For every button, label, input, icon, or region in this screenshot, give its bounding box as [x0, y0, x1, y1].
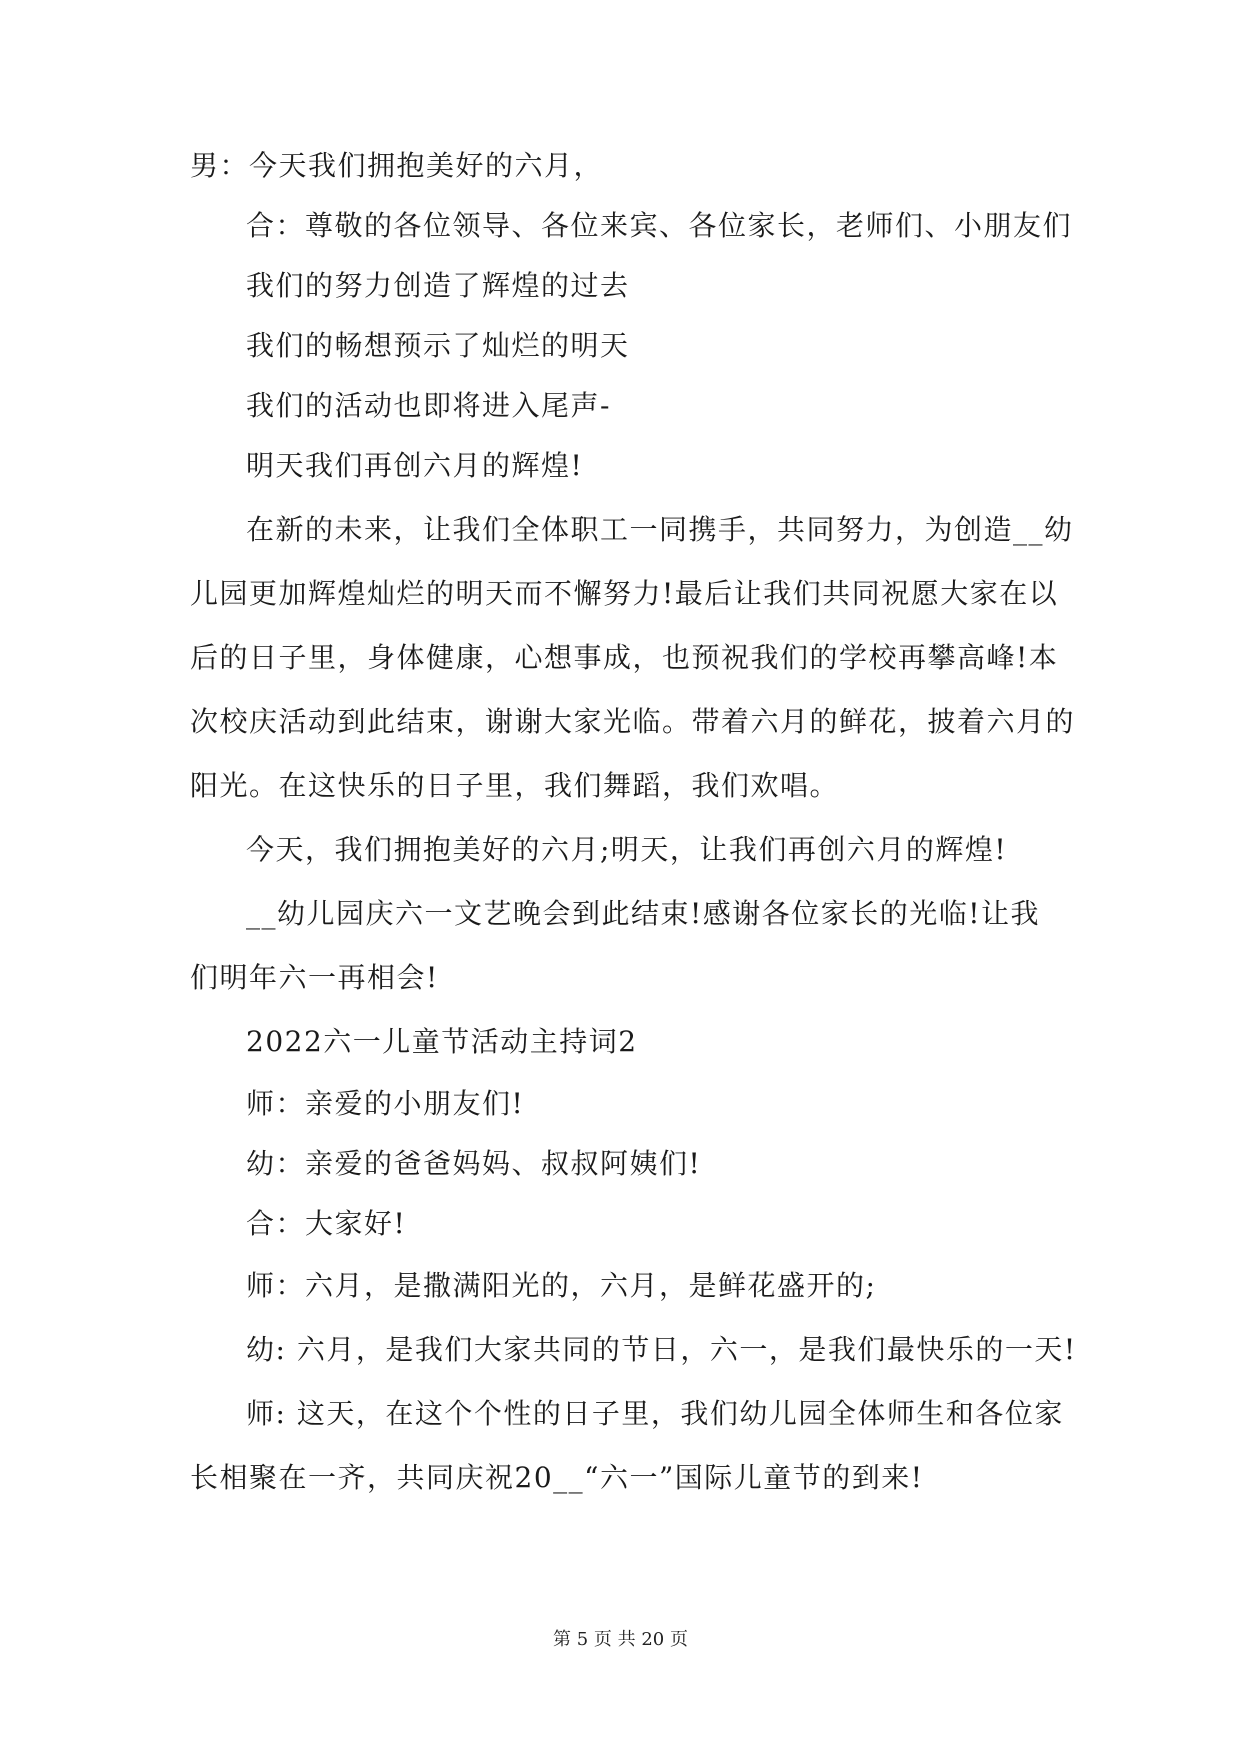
paragraph-line: __幼儿园庆六一文艺晚会到此结束!感谢各位家长的光临!让我	[246, 897, 1041, 930]
paragraph-line: 合：尊敬的各位领导、各位来宾、各位家长，老师们、小朋友们	[246, 209, 1073, 242]
paragraph-line: 明天我们再创六月的辉煌!	[246, 449, 584, 482]
paragraph-line: 我们的努力创造了辉煌的过去	[246, 269, 630, 302]
paragraph-line: 长相聚在一齐，共同庆祝20__“六一”国际儿童节的到来!	[190, 1461, 924, 1494]
paragraph-line: 儿园更加辉煌灿烂的明天而不懈努力!最后让我们共同祝愿大家在以	[190, 577, 1059, 610]
paragraph-line: 今天，我们拥抱美好的六月;明天，让我们再创六月的辉煌!	[246, 833, 1008, 866]
page-footer	[0, 1628, 1241, 1652]
paragraph-line: 次校庆活动到此结束，谢谢大家光临。带着六月的鲜花，披着六月的	[190, 705, 1076, 738]
section-heading: 2022六一儿童节活动主持词2	[246, 1025, 638, 1058]
paragraph-line: 师：六月，是撒满阳光的，六月，是鲜花盛开的;	[246, 1269, 877, 1302]
paragraph-line: 幼: 六月，是我们大家共同的节日，六一，是我们最快乐的一天!	[246, 1333, 1077, 1366]
page-number-label: 第 5 页 共 20 页	[553, 1629, 688, 1650]
paragraph-line: 阳光。在这快乐的日子里，我们舞蹈，我们欢唱。	[190, 769, 840, 802]
paragraph-line: 师：亲爱的小朋友们!	[246, 1087, 525, 1120]
paragraph-line: 男：今天我们拥抱美好的六月，	[190, 149, 604, 182]
paragraph-line: 在新的未来，让我们全体职工一同携手，共同努力，为创造__幼	[246, 513, 1074, 546]
paragraph-line: 合：大家好!	[246, 1207, 407, 1240]
paragraph-line: 师: 这天，在这个个性的日子里，我们幼儿园全体师生和各位家	[246, 1397, 1064, 1430]
paragraph-line: 我们的畅想预示了灿烂的明天	[246, 329, 630, 362]
paragraph-line: 幼：亲爱的爸爸妈妈、叔叔阿姨们!	[246, 1147, 702, 1180]
paragraph-line: 我们的活动也即将进入尾声-	[246, 389, 611, 422]
paragraph-line: 后的日子里，身体健康，心想事成，也预祝我们的学校再攀高峰!本	[190, 641, 1059, 674]
paragraph-line: 们明年六一再相会!	[190, 961, 439, 994]
